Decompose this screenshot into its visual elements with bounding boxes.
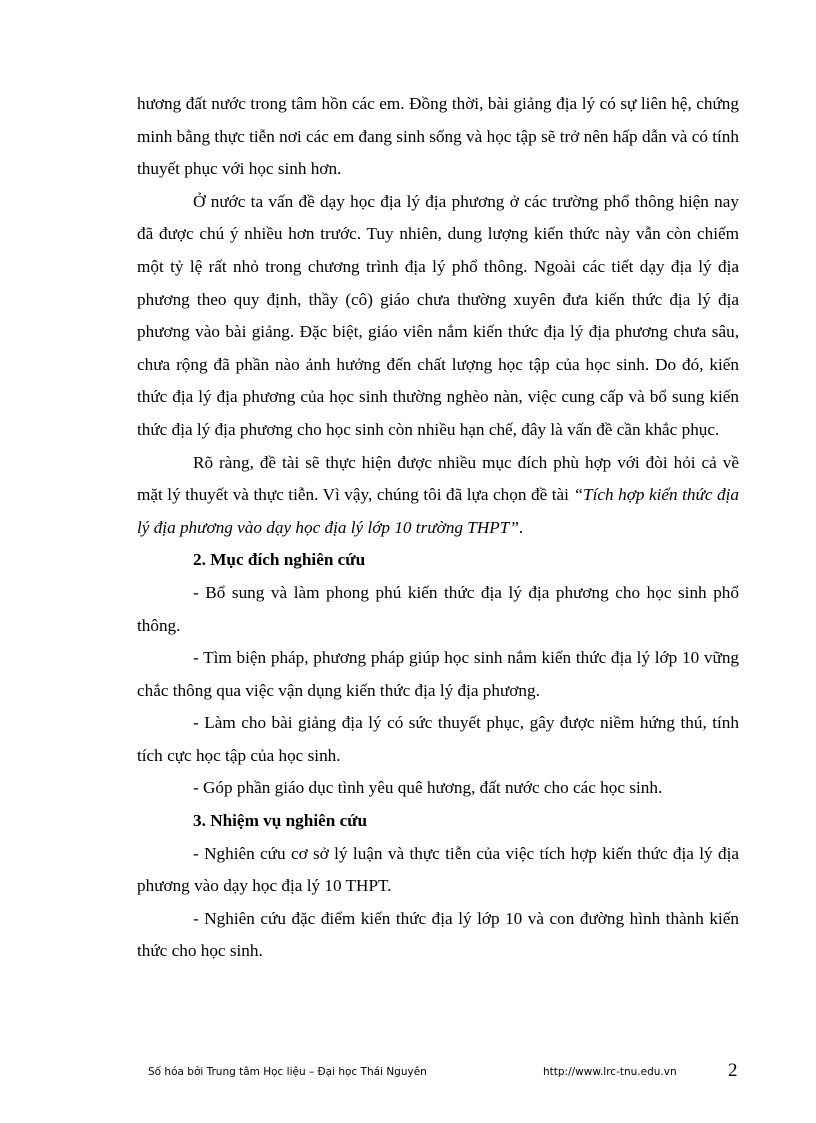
list-item: - Tìm biện pháp, phương pháp giúp học sinh nắm kiến thức địa lý lớp 10 vững chắc thông qua việc vận dụng kiến thức địa lý địa phương.: [137, 648, 739, 700]
list-item: - Làm cho bài giảng địa lý có sức thuyết phục, gây được niềm hứng thú, tính tích cực học tập của học sinh.: [137, 713, 739, 765]
paragraph-text: Rõ ràng, đề tài sẽ thực hiện được nhiều mục đích phù hợp với đòi hỏi cả về mặt lý thuyết và thực tiễn. Vì vậy, chúng tôi đã lựa chọn đề tài: [137, 452, 739, 505]
body-text: [137, 88, 739, 968]
list-item: - Nghiên cứu đặc điểm kiến thức địa lý lớp 10 và con đường hình thành kiến thức cho học sinh.: [137, 908, 739, 961]
list-item: - Nghiên cứu cơ sở lý luận và thực tiễn của việc tích hợp kiến thức địa lý địa phương vào dạy học địa lý 10 THPT.: [137, 843, 739, 896]
list-item: - Góp phần giáo dục tình yêu quê hương, đất nước cho các học sinh.: [193, 778, 663, 798]
list-item: - Bổ sung và làm phong phú kiến thức địa lý địa phương cho học sinh phổ thông.: [137, 582, 739, 635]
footer-url: http://www.lrc-tnu.edu.vn: [543, 1066, 677, 1078]
paragraph: Ở nước ta vấn đề dạy học địa lý địa phương ở các trường phổ thông hiện nay đã được chú ý nhiều hơn trước. Tuy nhiên, dung lượng kiến thức này vẫn còn chiếm một tỷ lệ rất nhỏ trong chương trình địa lý phổ thông. Ngoài các tiết dạy địa lý địa phương theo quy định, thầy (cô) giáo chưa thường xuyên đưa kiến thức địa lý địa phương vào bài giảng. Đặc biệt, giáo viên nắm kiến thức địa lý địa phương chưa sâu, chưa rộng đã phần nào ảnh hưởng đến chất lượng học tập của học sinh. Do đó, kiến thức địa lý địa phương của học sinh thường nghèo nàn, việc cung cấp và bổ sung kiến thức địa lý địa phương cho học sinh còn nhiều hạn chế, đây là vấn đề cần khắc phục.: [137, 191, 739, 439]
page-footer: [148, 1060, 748, 1088]
page-number: 2: [728, 1060, 738, 1081]
footer-credit: Số hóa bởi Trung tâm Học liệu – Đại học Thái Nguyên: [148, 1066, 427, 1078]
paragraph-end: .: [518, 517, 524, 537]
section-heading: 3. Nhiệm vụ nghiên cứu: [193, 811, 368, 831]
paragraph-continuation: hương đất nước trong tâm hồn các em. Đồng thời, bài giảng địa lý có sự liên hệ, chứng minh bằng thực tiễn nơi các em đang sinh sống và học tập sẽ trở nên hấp dẫn và có tính thuyết phục với học sinh hơn.: [137, 94, 739, 179]
topic-title: “Tích hợp kiến thức địa lý địa phương vào dạy học địa lý lớp 10 trường THPT”: [137, 485, 740, 537]
section-heading: 2. Mục đích nghiên cứu: [193, 550, 366, 570]
paragraph-topic-choice: [137, 447, 739, 545]
